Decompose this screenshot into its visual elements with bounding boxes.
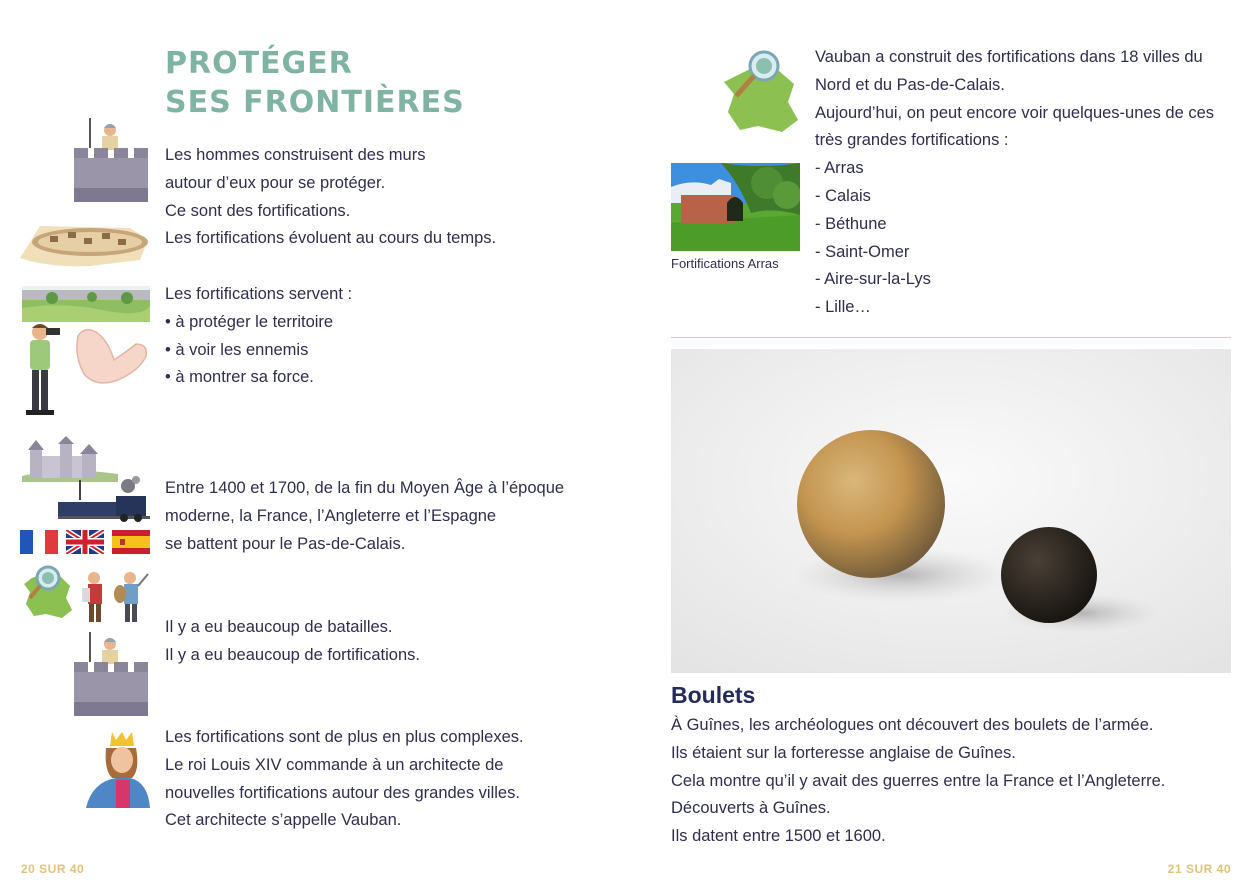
text-line: Les fortifications évoluent au cours du temps. [165,229,497,248]
text-line: • à montrer sa force. [165,368,314,387]
text-line: Découverts à Guînes. [671,799,831,818]
vauban-intro-paragraph [165,724,524,835]
soldier-tower-icon [72,118,152,202]
text-line: Cet architecte s’appelle Vauban. [165,811,402,830]
page-number-right: 21 SUR 40 [1167,862,1231,876]
list-item: - Saint-Omer [815,242,910,261]
purpose-paragraph [165,281,352,392]
text-line: Le roi Louis XIV commande à un architecte de [165,755,504,774]
lookout-person-icon [20,322,68,416]
text-line: • à voir les ennemis [165,340,309,359]
fighting-soldiers-icon [80,570,150,624]
soldier-tower-icon [72,632,152,716]
vauban-cities-paragraph [815,44,1214,322]
text-line: Il y a eu beaucoup de fortifications. [165,645,420,664]
text-line: autour d’eux pour se protéger. [165,173,386,192]
photo-caption: Fortifications Arras [671,256,779,271]
text-line: Aujourd’hui, on peut encore voir quelques-unes de ces [815,103,1215,122]
fortified-village-icon [20,220,150,268]
list-item: - Béthune [815,214,887,233]
list-item: - Aire-sur-la-Lys [815,270,931,289]
text-line: se battent pour le Pas-de-Calais. [165,534,406,553]
boulets-paragraph [671,712,1165,851]
spain-flag-icon [112,530,150,554]
list-item: - Lille… [815,298,871,317]
cannonballs-photo [671,349,1231,673]
title-line-1: PROTÉGER [165,46,353,81]
train-icon [58,476,150,524]
section-divider [671,337,1231,338]
page-number-left: 20 SUR 40 [21,862,85,876]
arras-fortification-photo [671,163,800,251]
text-line: Vauban a construit des fortifications dans 18 villes du [815,48,1203,66]
text-line: très grandes fortifications : [815,131,1009,150]
text-line: Les fortifications sont de plus en plus complexes. [165,728,524,746]
text-line: Les fortifications servent : [165,285,353,303]
list-item: - Arras [815,159,864,178]
uk-flag-icon [66,530,104,554]
text-line: nouvelles fortifications autour des grandes villes. [165,783,520,802]
text-line: Nord et du Pas-de-Calais. [815,75,1005,94]
landscape-wall-icon [22,286,150,322]
page-title [165,44,465,122]
text-line: • à protéger le territoire [165,312,334,331]
list-item: - Calais [815,186,871,205]
history-paragraph [165,475,564,558]
text-line: Les hommes construisent des murs [165,146,426,164]
intro-paragraph [165,142,496,253]
text-line: Ce sont des fortifications. [165,201,351,220]
text-line: Ils datent entre 1500 et 1600. [671,827,886,846]
king-louis-icon [82,730,150,808]
battles-paragraph [165,614,420,670]
title-line-2: SES FRONTIÈRES [165,85,465,120]
text-line: Cela montre qu’il y avait des guerres entre la France et l’Angleterre. [671,771,1166,790]
strong-arm-icon [74,326,150,388]
text-line: Entre 1400 et 1700, de la fin du Moyen Âge à l’époque [165,479,565,497]
boulets-title: Boulets [671,682,756,708]
france-map-magnifier-icon [722,50,802,138]
france-map-magnifier-icon [22,564,76,622]
text-line: À Guînes, les archéologues ont découvert des boulets de l’armée. [671,716,1154,734]
text-line: Ils étaient sur la forteresse anglaise de Guînes. [671,743,1016,762]
text-line: Il y a eu beaucoup de batailles. [165,618,393,636]
france-flag-icon [20,530,58,554]
text-line: moderne, la France, l’Angleterre et l’Espagne [165,506,497,525]
